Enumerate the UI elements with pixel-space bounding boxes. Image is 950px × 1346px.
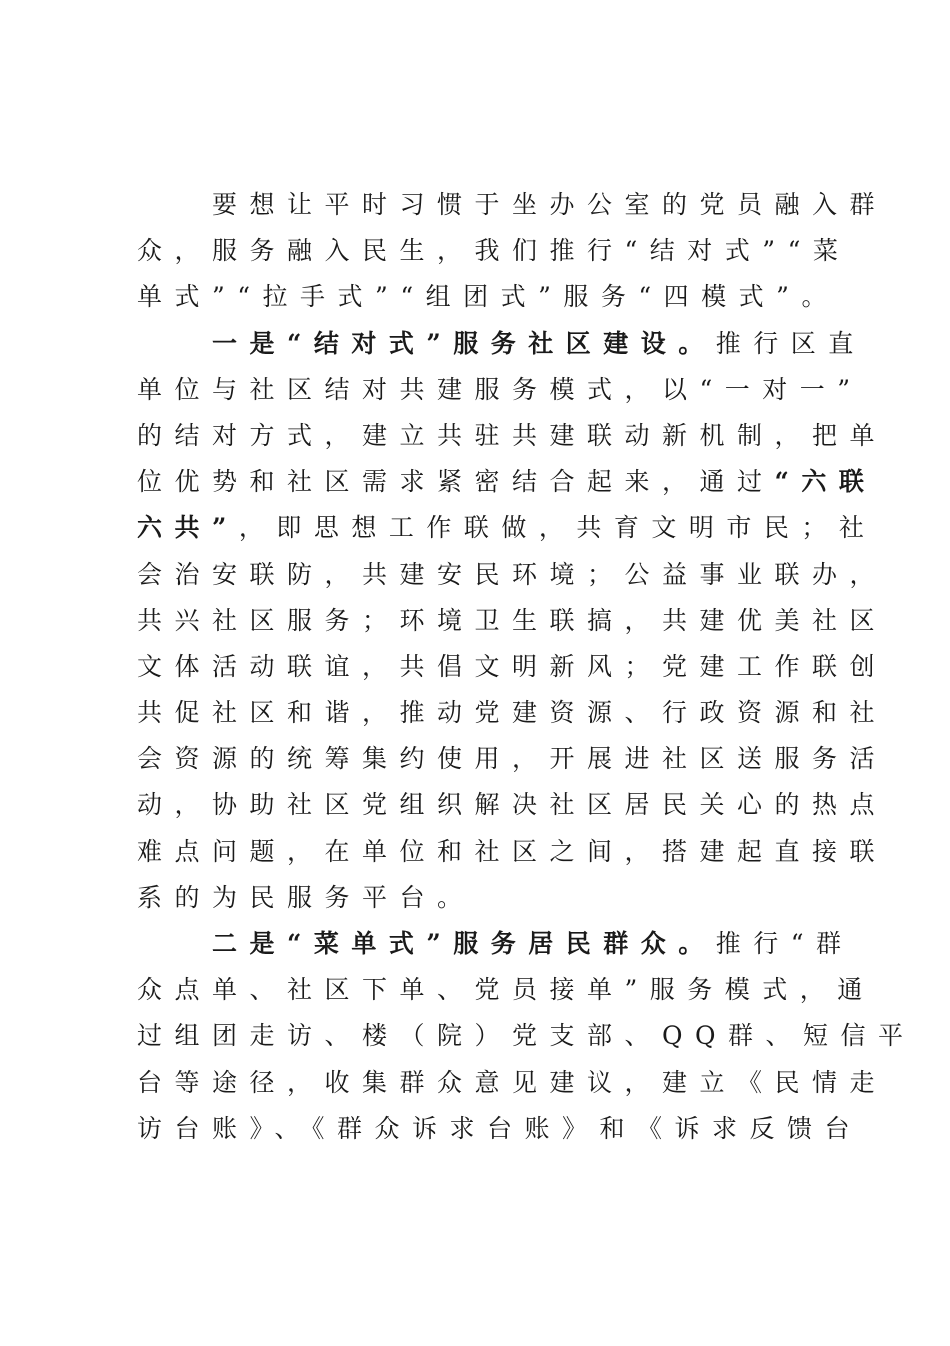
- text-segment: 的结对方式，建立共驻共建联动新机制，把单: [137, 420, 888, 450]
- text-line: [137, 829, 888, 875]
- text-line: [137, 921, 854, 967]
- bold-text-segment: 二是“菜单式”服务居民群众。: [137, 929, 716, 958]
- text-line: [137, 690, 888, 736]
- text-segment: 单位与社区结对共建服务模式，以“一对一”: [137, 374, 863, 404]
- text-line: [137, 644, 888, 690]
- text-segment: 过组团走访、楼（院）党支部、QQ群、短信平: [137, 1021, 916, 1051]
- text-segment: 会资源的统筹集约使用，开展进社区送服务活: [137, 744, 888, 774]
- text-line: [137, 413, 888, 459]
- text-line: [137, 736, 888, 782]
- text-segment: 动，协助社区党组织解决社区居民关心的热点: [137, 790, 888, 820]
- text-segment: 共兴社区服务；环境卫生联搞，共建优美社区: [137, 605, 888, 635]
- text-segment: 难点问题，在单位和社区之间，搭建起直接联: [137, 836, 888, 866]
- text-line: [137, 1013, 916, 1059]
- text-segment: ，即思想工作联做，共育文明市民；社: [238, 513, 877, 543]
- text-line: [137, 875, 817, 921]
- text-line: [137, 459, 877, 505]
- text-segment: 系的为民服务平台。: [137, 882, 475, 912]
- text-line: [137, 182, 888, 228]
- text-line: [137, 228, 851, 274]
- bold-text-segment: 一是“结对式”服务社区建设。: [137, 328, 716, 358]
- text-line: [137, 367, 863, 413]
- text-segment: 文体活动联谊，共倡文明新风；党建工作联创: [137, 651, 888, 681]
- text-line: [137, 1060, 888, 1106]
- text-segment: 台等途径，收集群众意见建议，建立《民情走: [137, 1067, 888, 1097]
- text-segment: 访台账》、《群众诉求台账》和《诉求反馈台: [137, 1113, 863, 1143]
- text-line: [137, 274, 839, 320]
- text-line: [137, 321, 866, 367]
- text-segment: 共促社区和谐，推动党建资源、行政资源和社: [137, 698, 888, 728]
- text-line: [137, 1106, 863, 1152]
- text-segment: 单式”“拉手式”“组团式”服务“四模式”。: [137, 282, 839, 312]
- body-text: [137, 182, 916, 1152]
- text-segment: 会治安联防，共建安民环境；公益事业联办，: [137, 559, 888, 589]
- text-segment: 要想让平时习惯于坐办公室的党员融入群: [137, 190, 888, 219]
- bold-text-segment: 六共”: [137, 513, 239, 543]
- text-segment: 位优势和社区需求紧密结合起来，通过: [137, 467, 775, 497]
- bold-text-segment: “六联: [774, 467, 877, 497]
- text-line: [137, 782, 888, 828]
- text-segment: 众点单、社区下单、党员接单”服务模式，通: [137, 975, 875, 1005]
- text-segment: 推行区直: [715, 328, 866, 358]
- text-segment: 推行“群: [715, 929, 854, 958]
- text-line: [137, 967, 875, 1013]
- text-segment: 众，服务融入民生，我们推行“结对式”“菜: [137, 236, 851, 266]
- text-line: [137, 552, 888, 598]
- text-line: [137, 598, 888, 644]
- text-line: [137, 505, 877, 551]
